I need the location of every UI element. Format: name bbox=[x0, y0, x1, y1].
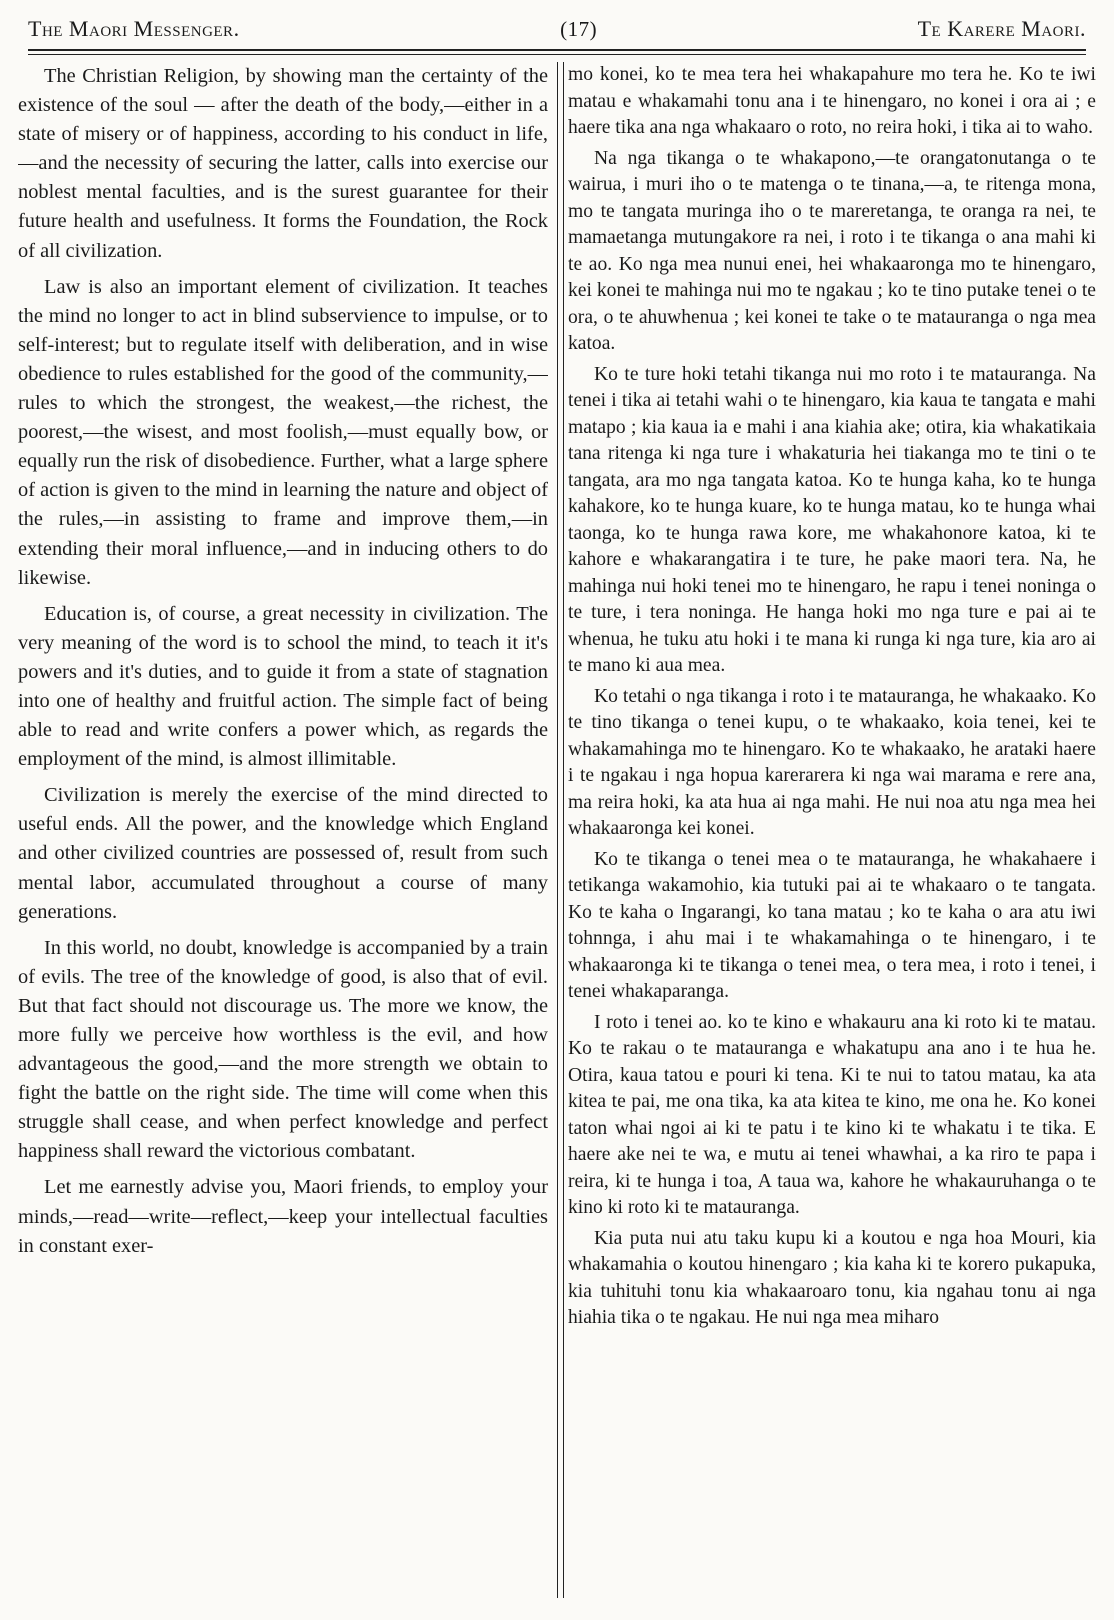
english-paragraph-knowledge: In this world, no doubt, knowledge is accompanied by a train of evils. The tree of the knowledge of good, is also that of evil. But that fact should not discourage us. The more we know, the more fully we perceive how worthless is the evil, and how advantageous the good,—and the more strength we obtain to fight the battle on the right side. The time will come when this struggle shall cease, and when perfect knowledge and perfect happiness shall reward the victorious combatant. bbox=[18, 936, 548, 1163]
page-number: (17) bbox=[560, 16, 598, 41]
maori-column bbox=[568, 62, 1096, 1332]
header-rule-thick bbox=[28, 49, 1086, 51]
maori-paragraph-ture: Ko te ture hoki tetahi tikanga nui mo roto i te matauranga. Na tenei i tika ai tetahi wahi o te hinengaro, kia kaua te tangata e mahi matapo ; kia kaua ia e mahi i ana kiahia ake; otira, kia whakatikaia tana ritenga ki nga ture i whakaturia hei tiakanga mo te tini o te tangata, ara mo nga tangata katoa. Ko te hunga kaha, ko te hunga kahakore, ko te hunga kuare, ko te hunga matau, ko te hunga whai taonga, ko te hunga rawa kore, me whakahonore katoa, ki te kahore e whakarangatira i te ture, he pake maori tera. Na, he mahinga nui hoki tenei mo te hinengaro, he rapu i tenei noninga o te ture, i tera noninga. He hanga hoki mo nga ture e pai ai te whenua, he tuku atu hoki i te mana ki runga ki nga ture, kia aro ai te mano ki aua mea. bbox=[568, 363, 1096, 676]
maori-paragraph-continuation: mo konei, ko te mea tera hei whakapahure mo tera he. Ko te iwi matau e whakamahi tonu ana i te hinengaro, no konei i ora ai ; e haere tika ana nga whakaaro o roto, no reira hoki, i tika ai to waho. bbox=[568, 64, 1096, 138]
maori-paragraph-matauranga: Ko te tikanga o tenei mea o te matauranga, he whakahaere i tetikanga wakamohio, kia tutuki pai ai te whakaaro o te tangata. Ko te kaha o Ingarangi, ko tana matau ; ko te kaha o ara atu iwi tohnnga, i ahu mai i te whakamahinga o te hinengaro, i te whakaaronga ki te tikanga o tenei mea, o tera mea, i roto i tenei, i tenei whakaparanga. bbox=[568, 848, 1096, 1002]
maori-paragraph-whakapono: Na nga tikanga o te whakapono,—te orangatonutanga o te wairua, i muri iho o te matenga o te tinana,—a, te ritenga mona, mo te tangata muringa iho o te mareretanga, te oranga ra nei, te mamaetanga mutungakore ra nei, i roto i te tikanga o ana mahi ki te ao. Ko nga mea nunui enei, hei whakaaronga mo te hinengaro, kei konei te mahinga nui mo te ngakau ; ko te tino putake tenei o te ora, o te ahuwhenua ; kei konei te take o te matauranga o nga mea katoa. bbox=[568, 147, 1096, 354]
english-paragraph-civilization: Civilization is merely the exercise of the mind directed to useful ends. All the power, and the knowledge which England and other civilized countries are possessed of, result from such mental labor, accumulated throughout a course of many generations. bbox=[18, 784, 548, 923]
maori-paragraph-kino: I roto i tenei ao. ko te kino e whakauru ana ki roto ki te matau. Ko te rakau o te matauranga e whakatupu ana ano i te hua he. Otira, kaua tatou e pouri ki tena. Ki te nui to tatou matau, ka ata kitea te pai, me ona tika, ka ata kitea te kino, me ona he. Ko konei taton whai ngoi ai ki te patu i te kino ki te whakatu i te tika. E haere ake nei te wa, e mutu ai tenei whawhai, a ka riro te papa i reira, ki te hunga i toa, A taua wa, kahore he whakauruhanga o te kino ki roto ki te matauranga. bbox=[568, 1011, 1096, 1218]
english-paragraph-religion: The Christian Religion, by showing man the certainty of the existence of the soul — after the death of the body,—either in a state of misery or of happiness, according to his conduct in life,—and the necessity of securing the latter, calls into exercise our noblest mental faculties, and is the surest guarantee for their future health and usefulness. It forms the Foundation, the Rock of all civilization. bbox=[18, 65, 548, 262]
english-masthead: The Maori Messenger. bbox=[28, 16, 240, 41]
maori-masthead: Te Karere Maori. bbox=[917, 16, 1086, 41]
column-divider bbox=[557, 62, 564, 1598]
maori-paragraph-kupu: Kia puta nui atu taku kupu ki a koutou e nga hoa Mouri, kia whakamahia o koutou hinengaro ; kia kaha ki te korero pukapuka, kia tuhituhi tonu kia whakaaroaro tonu, kia ngahau tonu ai nga hiahia tika o te ngakau. He nui nga mea miharo bbox=[568, 1227, 1096, 1328]
english-column bbox=[18, 62, 548, 1261]
english-paragraph-law: Law is also an important element of civilization. It teaches the mind no longer to act in blind subservience to impulse, or to self-interest; but to regulate itself with deliberation, and in wise obedience to rules established for the good of the community,—rules to which the strongest, the weakest,—the richest, the poorest,—the wisest, and most foolish,—must equally bow, or equally run the risk of disobedience. Further, what a large sphere of action is given to the mind in learning the nature and object of the rules,—in assisting to frame and improve them,—in extending their moral influence,—and in inducing others to do likewise. bbox=[18, 275, 548, 589]
english-paragraph-advice: Let me earnestly advise you, Maori friends, to employ your minds,—read—write—reflect,—keep your intellectual faculties in constant exer- bbox=[18, 1176, 548, 1257]
page-header bbox=[28, 12, 1086, 46]
english-paragraph-education: Education is, of course, a great necessity in civilization. The very meaning of the word is to school the mind, to teach it it's powers and it's duties, and to guide it from a state of stagnation into one of healthy and fruitful action. The simple fact of being able to read and write confers a power which, as regards the employment of the mind, is almost illimitable. bbox=[18, 602, 548, 771]
header-rule-thin bbox=[28, 54, 1086, 55]
maori-paragraph-whakaako: Ko tetahi o nga tikanga i roto i te matauranga, he whakaako. Ko te tino tikanga o tenei kupu, o te whakaako, koia tenei, kei te whakamahinga mo te hinengaro. Ko te whakaako, he arataki haere i te ngakau i nga hopua karerarera ki nga wai marama e rere ana, ma reira hoki, ka ata hua ai nga mahi. He nui noa atu nga mea hei whakaaronga kei konei. bbox=[568, 685, 1096, 839]
